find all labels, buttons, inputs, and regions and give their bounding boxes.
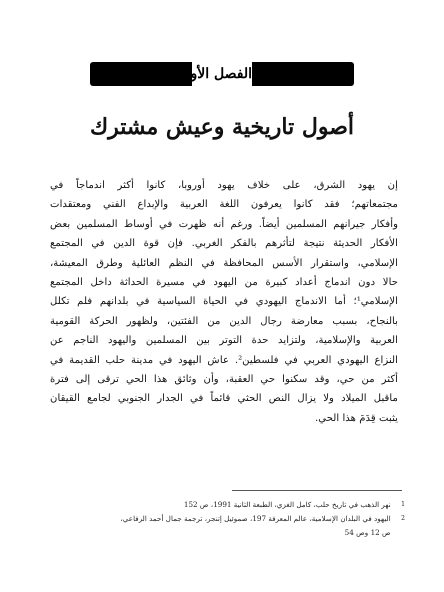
text-line: إن يهود الشرق، على خلاف يهود أوروبا، كانوا أكثر اندماجاً في	[50, 180, 398, 191]
text-line: مجتمعاتهم؛ فقد كانوا يعرفون اللغة العربية والإبداع الفني ومعتقدات	[50, 199, 398, 211]
chapter-banner	[90, 62, 354, 86]
body-paragraph	[50, 176, 398, 428]
footnote-text: نهر الذهب في تاريخ حلب، كامل الغزي، الطبعة الثانية 1991، ص 152	[183, 500, 391, 509]
footnote-1	[60, 498, 405, 512]
footnote-divider	[232, 490, 402, 491]
footnote-2	[60, 512, 405, 526]
footnote-text: ص 12 وص 54	[344, 528, 391, 537]
text-line: الأفكار الحديثة نتيجة لتأثرهم بالفكر الغربي. فإن قوة الدين في المجتمع	[50, 238, 398, 250]
text-line: النزاع اليهودي العربي في فلسطين². عاش اليهود في مدينة حلب القديمة في	[50, 354, 398, 366]
text-line: الإسلامي¹؛ أما الاندماج اليهودي في الحياة السياسية في بلدانهم فلم تكلل	[50, 296, 398, 308]
chapter-title: أصول تاريخية وعيش مشترك	[89, 114, 355, 140]
text-line: الإسلامي، واستقرار الأسس المحافظة في النظم العائلية وطرق المعيشة،	[50, 257, 398, 269]
text-line: حالا دون اندماج أعداد كبيرة من اليهود في مسيرة الحداثة داخل المجتمع	[50, 277, 398, 289]
text-line: أكثر من حي، وقد سكنوا حي العقبة، وأن وثائق هذا الحي ترقى إلى فترة	[50, 374, 398, 386]
footnote-text: اليهود في البلدان الإسلامية، عالم المعرفة 197، صموئيل إتنجر، ترجمة جمال أحمد الرفاعي،	[120, 514, 391, 523]
footnote-number: 1	[401, 501, 405, 508]
chapter-label: الفصل الأول	[192, 62, 252, 86]
footnote-2-continued	[60, 526, 405, 540]
text-line: وأفكار جيرانهم المسلمين أيضاً. ورغم أنه ظهرت في أوساط المسلمين بعض	[50, 218, 398, 230]
text-line: بالنجاح، بسبب معارضة رجال الدين من الفئتين، ولظهور الحركة القومية	[50, 315, 398, 327]
footnotes	[60, 498, 405, 540]
text-line: العربية والإسلامية، ولتزايد حدة التوتر بين المسلمين واليهود الناجم عن	[50, 335, 398, 347]
text-line: يثبت قِدَمَ هذا الحي.	[314, 412, 398, 424]
footnote-number: 2	[401, 515, 405, 522]
text-line: ماقبل الميلاد ولا يزال النص الحثي قائماً في الجدار الجنوبي لجامع القيقان	[50, 393, 398, 405]
